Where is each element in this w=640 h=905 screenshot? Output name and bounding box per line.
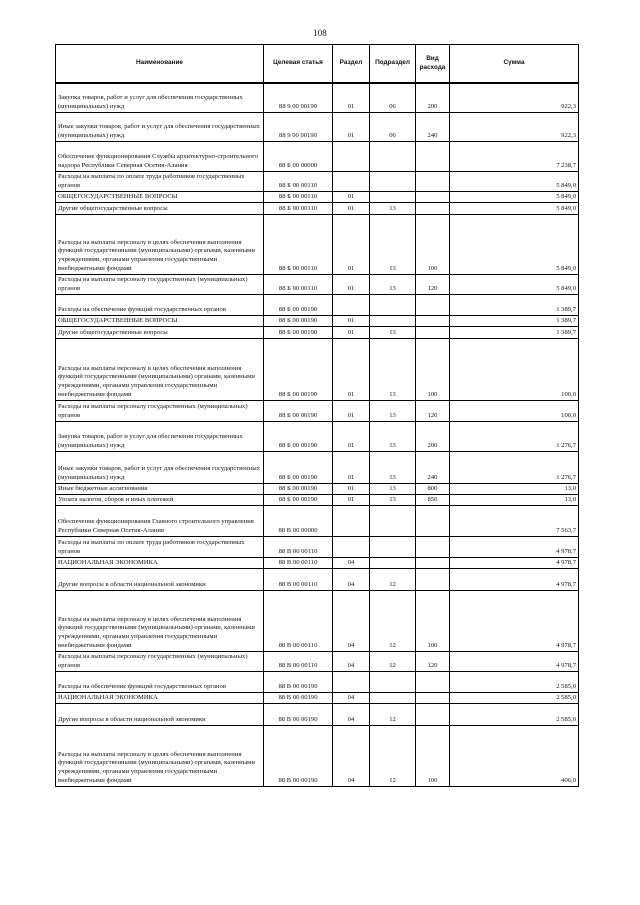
header-subsection: Подраздел <box>370 45 416 84</box>
cell-name: Иные бюджетные ассигнования <box>56 483 264 494</box>
table-header-row <box>56 45 579 84</box>
header-expense-type: Вид расхода <box>416 45 450 84</box>
cell-name: ОБЩЕГОСУДАРСТВЕННЫЕ ВОПРОСЫ <box>56 315 264 326</box>
header-amount: Сумма <box>450 45 579 84</box>
table-row <box>56 338 579 400</box>
cell-expense-type <box>416 171 450 191</box>
cell-target: 88 В 00 00000 <box>264 505 333 536</box>
cell-target: 88 Б 00 00190 <box>264 451 333 483</box>
cell-amount: 5 849,0 <box>450 202 579 214</box>
cell-subsection: 13 <box>370 326 416 338</box>
cell-target: 88 В 00 00110 <box>264 651 333 671</box>
cell-expense-type <box>416 315 450 326</box>
header-section: Раздел <box>333 45 370 84</box>
cell-subsection <box>370 692 416 703</box>
cell-target: 88 В 00 00110 <box>264 568 333 590</box>
table-row <box>56 214 579 274</box>
cell-name: Расходы на выплаты персоналу в целях обеспечения выполнения функций государственными (муниципальными) органами, казенными учреждениями, органами управления государственными внебюджетными фондами <box>56 590 264 651</box>
cell-amount: 1 276,7 <box>450 421 579 451</box>
cell-name: Расходы на выплаты персоналу государственных (муниципальных) органов <box>56 400 264 421</box>
cell-amount: 100,0 <box>450 400 579 421</box>
cell-name: Расходы на выплаты по оплате труда работников государственных органов <box>56 171 264 191</box>
cell-subsection: 13 <box>370 494 416 505</box>
table-row <box>56 671 579 692</box>
cell-subsection: 12 <box>370 703 416 725</box>
cell-subsection: 13 <box>370 202 416 214</box>
cell-subsection <box>370 505 416 536</box>
cell-amount: 2 585,0 <box>450 703 579 725</box>
cell-subsection: 12 <box>370 725 416 786</box>
cell-name: Уплата налогов, сборов и иных платежей <box>56 494 264 505</box>
cell-expense-type <box>416 202 450 214</box>
cell-expense-type: 240 <box>416 451 450 483</box>
cell-expense-type: 100 <box>416 214 450 274</box>
cell-section <box>333 505 370 536</box>
cell-section: 01 <box>333 494 370 505</box>
cell-target: 88 9 00 00190 <box>264 112 333 141</box>
cell-amount: 4 978,7 <box>450 536 579 557</box>
cell-section: 04 <box>333 651 370 671</box>
cell-name: Расходы на выплаты персоналу в целях обеспечения выполнения функций государственными (муниципальными) органами, казенными учреждениями, органами управления государственными внебюджетными фондами <box>56 725 264 786</box>
cell-subsection: 13 <box>370 274 416 294</box>
cell-name: Другие общегосударственные вопросы <box>56 202 264 214</box>
table-row <box>56 191 579 202</box>
cell-amount: 1 389,7 <box>450 294 579 315</box>
cell-amount: 13,0 <box>450 483 579 494</box>
cell-expense-type <box>416 505 450 536</box>
table-row <box>56 692 579 703</box>
cell-target: 88 В 00 00190 <box>264 725 333 786</box>
table-row <box>56 568 579 590</box>
table-row <box>56 483 579 494</box>
cell-subsection <box>370 315 416 326</box>
cell-subsection <box>370 671 416 692</box>
cell-name: Закупка товаров, работ и услуг для обеспечения государственных (муниципальных) нужд <box>56 421 264 451</box>
table-row <box>56 505 579 536</box>
cell-amount: 5 849,0 <box>450 214 579 274</box>
cell-expense-type <box>416 191 450 202</box>
cell-subsection <box>370 294 416 315</box>
cell-target: 88 В 00 00190 <box>264 692 333 703</box>
cell-name: Расходы на обеспечение функций государственных органов <box>56 294 264 315</box>
cell-subsection <box>370 557 416 568</box>
cell-expense-type <box>416 557 450 568</box>
cell-name: НАЦИОНАЛЬНАЯ ЭКОНОМИКА <box>56 692 264 703</box>
cell-expense-type: 800 <box>416 483 450 494</box>
cell-subsection: 13 <box>370 400 416 421</box>
cell-amount: 406,0 <box>450 725 579 786</box>
cell-expense-type <box>416 703 450 725</box>
cell-section: 01 <box>333 112 370 141</box>
cell-expense-type: 120 <box>416 274 450 294</box>
cell-name: ОБЩЕГОСУДАРСТВЕННЫЕ ВОПРОСЫ <box>56 191 264 202</box>
cell-target: 88 Б 00 00110 <box>264 274 333 294</box>
table-row <box>56 400 579 421</box>
cell-expense-type <box>416 692 450 703</box>
cell-section: 01 <box>333 421 370 451</box>
cell-subsection: 13 <box>370 451 416 483</box>
cell-name: Обеспечение функционирования Главного строительного управления Республики Северная Осетия-Алания <box>56 505 264 536</box>
cell-expense-type <box>416 141 450 171</box>
header-target: Целевая статья <box>264 45 333 84</box>
cell-amount: 4 978,7 <box>450 568 579 590</box>
cell-amount: 5 849,0 <box>450 274 579 294</box>
table-row <box>56 112 579 141</box>
cell-target: 88 Б 00 00110 <box>264 202 333 214</box>
table-row <box>56 202 579 214</box>
table-row <box>56 421 579 451</box>
cell-section <box>333 536 370 557</box>
cell-expense-type <box>416 294 450 315</box>
cell-name: Расходы на выплаты персоналу государственных (муниципальных) органов <box>56 274 264 294</box>
cell-target: 88 Б 00 00190 <box>264 326 333 338</box>
table-row <box>56 83 579 112</box>
cell-amount: 4 978,7 <box>450 590 579 651</box>
cell-expense-type <box>416 536 450 557</box>
cell-target: 88 Б 00 00190 <box>264 421 333 451</box>
table-row <box>56 294 579 315</box>
cell-expense-type: 240 <box>416 112 450 141</box>
cell-amount: 1 276,7 <box>450 451 579 483</box>
cell-name: Закупка товаров, работ и услуг для обеспечения государственных (муниципальных) нужд <box>56 83 264 112</box>
cell-expense-type <box>416 568 450 590</box>
cell-name: Расходы на выплаты персоналу в целях обеспечения выполнения функций государственными (муниципальными) органами, казенными учреждениями, органами управления государственными внебюджетными фондами <box>56 214 264 274</box>
cell-target: 88 Б 00 00190 <box>264 400 333 421</box>
cell-target: 88 Б 00 00110 <box>264 191 333 202</box>
cell-section: 04 <box>333 590 370 651</box>
cell-target: 88 Б 00 00190 <box>264 483 333 494</box>
budget-table <box>55 44 579 787</box>
cell-section: 04 <box>333 568 370 590</box>
cell-amount: 100,0 <box>450 338 579 400</box>
cell-amount: 1 389,7 <box>450 326 579 338</box>
page-number: 108 <box>313 28 327 38</box>
cell-section: 04 <box>333 692 370 703</box>
cell-subsection <box>370 536 416 557</box>
cell-target: 88 Б 00 00190 <box>264 315 333 326</box>
cell-target: 88 Б 00 00000 <box>264 141 333 171</box>
cell-name: Другие общегосударственные вопросы <box>56 326 264 338</box>
cell-section: 01 <box>333 451 370 483</box>
cell-name: Иные закупки товаров, работ и услуг для обеспечения государственных (муниципальных) нужд <box>56 112 264 141</box>
cell-amount: 2 585,0 <box>450 671 579 692</box>
table-row <box>56 274 579 294</box>
cell-subsection: 12 <box>370 651 416 671</box>
cell-expense-type <box>416 671 450 692</box>
cell-name: Иные закупки товаров, работ и услуг для обеспечения государственных (муниципальных) нужд <box>56 451 264 483</box>
cell-subsection: 13 <box>370 214 416 274</box>
cell-subsection <box>370 171 416 191</box>
table-row <box>56 557 579 568</box>
cell-section: 01 <box>333 274 370 294</box>
cell-section: 01 <box>333 338 370 400</box>
cell-target: 88 В 00 00190 <box>264 703 333 725</box>
cell-amount: 1 389,7 <box>450 315 579 326</box>
table-row <box>56 171 579 191</box>
cell-target: 88 Б 00 00190 <box>264 294 333 315</box>
cell-expense-type: 120 <box>416 651 450 671</box>
cell-section: 01 <box>333 326 370 338</box>
cell-section: 04 <box>333 557 370 568</box>
cell-section: 01 <box>333 191 370 202</box>
cell-target: 88 Б 00 00190 <box>264 338 333 400</box>
cell-amount: 7 563,7 <box>450 505 579 536</box>
table-row <box>56 590 579 651</box>
cell-amount: 922,3 <box>450 83 579 112</box>
cell-subsection: 06 <box>370 83 416 112</box>
cell-expense-type: 100 <box>416 590 450 651</box>
table-row <box>56 494 579 505</box>
cell-subsection: 13 <box>370 421 416 451</box>
cell-name: НАЦИОНАЛЬНАЯ ЭКОНОМИКА <box>56 557 264 568</box>
cell-name: Расходы на выплаты персоналу государственных (муниципальных) органов <box>56 651 264 671</box>
cell-name: Расходы на выплаты персоналу в целях обеспечения выполнения функций государственными (муниципальными) органами, казенными учреждениями, органами управления государственными внебюджетными фондами <box>56 338 264 400</box>
cell-section <box>333 141 370 171</box>
cell-section: 01 <box>333 483 370 494</box>
cell-target: 88 Б 00 00110 <box>264 171 333 191</box>
cell-target: 88 В 00 00110 <box>264 536 333 557</box>
cell-expense-type: 100 <box>416 338 450 400</box>
cell-section: 04 <box>333 725 370 786</box>
cell-subsection: 12 <box>370 568 416 590</box>
cell-amount: 922,3 <box>450 112 579 141</box>
cell-subsection: 06 <box>370 112 416 141</box>
cell-target: 88 Б 00 00190 <box>264 494 333 505</box>
cell-name: Расходы на выплаты по оплате труда работников государственных органов <box>56 536 264 557</box>
header-name: Наименование <box>56 45 264 84</box>
cell-amount: 5 849,0 <box>450 191 579 202</box>
table-row <box>56 536 579 557</box>
cell-section: 01 <box>333 83 370 112</box>
cell-expense-type: 200 <box>416 83 450 112</box>
cell-section <box>333 294 370 315</box>
cell-name: Обеспечение функционирования Службы архитектурно-строительного надзора Республики Северная Осетия-Алания <box>56 141 264 171</box>
cell-section: 01 <box>333 315 370 326</box>
cell-amount: 5 849,0 <box>450 171 579 191</box>
cell-subsection <box>370 141 416 171</box>
cell-amount: 4 978,7 <box>450 557 579 568</box>
cell-amount: 7 238,7 <box>450 141 579 171</box>
cell-target: 88 В 00 00190 <box>264 671 333 692</box>
table-row <box>56 141 579 171</box>
cell-name: Другие вопросы в области национальной экономики <box>56 703 264 725</box>
table-row <box>56 651 579 671</box>
cell-name: Другие вопросы в области национальной экономики <box>56 568 264 590</box>
cell-subsection: 13 <box>370 483 416 494</box>
cell-target: 88 В 00 00110 <box>264 557 333 568</box>
cell-amount: 4 978,7 <box>450 651 579 671</box>
cell-section <box>333 671 370 692</box>
cell-target: 88 9 00 00190 <box>264 83 333 112</box>
cell-section: 01 <box>333 202 370 214</box>
cell-expense-type: 120 <box>416 400 450 421</box>
cell-section: 01 <box>333 400 370 421</box>
cell-subsection <box>370 191 416 202</box>
cell-subsection: 12 <box>370 590 416 651</box>
cell-section <box>333 171 370 191</box>
cell-section: 04 <box>333 703 370 725</box>
cell-name: Расходы на обеспечение функций государственных органов <box>56 671 264 692</box>
cell-target: 88 Б 00 00110 <box>264 214 333 274</box>
table-row <box>56 315 579 326</box>
cell-expense-type: 200 <box>416 421 450 451</box>
table-row <box>56 326 579 338</box>
cell-subsection: 13 <box>370 338 416 400</box>
cell-expense-type: 100 <box>416 725 450 786</box>
cell-amount: 13,0 <box>450 494 579 505</box>
table-row <box>56 451 579 483</box>
table-row <box>56 725 579 786</box>
cell-expense-type <box>416 326 450 338</box>
cell-section: 01 <box>333 214 370 274</box>
table-row <box>56 703 579 725</box>
cell-amount: 2 585,0 <box>450 692 579 703</box>
cell-target: 88 В 00 00110 <box>264 590 333 651</box>
cell-expense-type: 850 <box>416 494 450 505</box>
